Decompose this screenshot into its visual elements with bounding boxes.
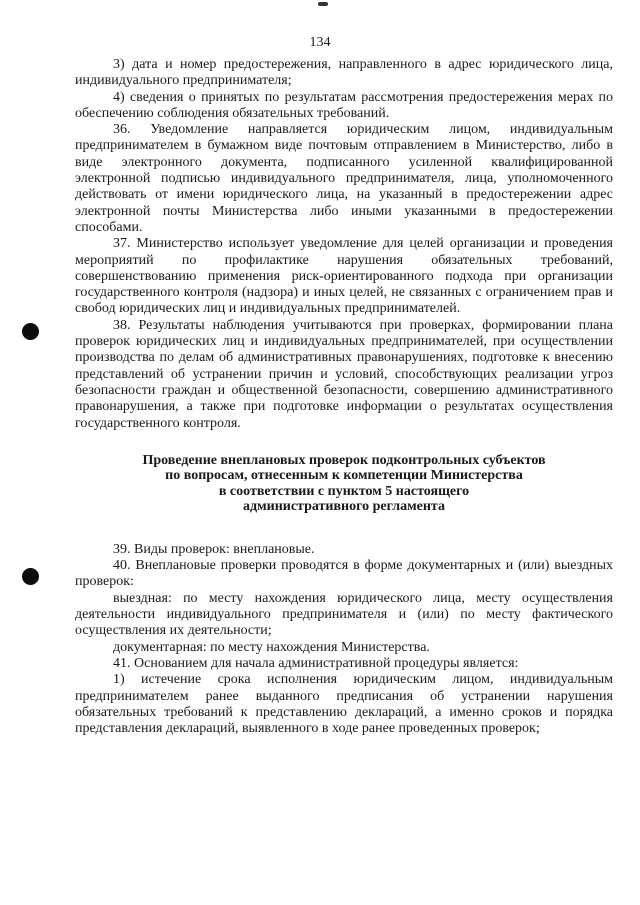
page-number: 134 (309, 35, 331, 50)
paragraph-41: 41. Основанием для начала административной процедуры является: (113, 655, 519, 671)
section-heading (75, 453, 613, 515)
paragraph-onsite-inspection: выездная: по месту нахождения юридического лица, месту осуществления деятельности индивидуального предпринимателя и (или) по месту фактического осуществления их деятельности; (75, 590, 613, 639)
paragraph-documentary-inspection: документарная: по месту нахождения Министерства. (113, 639, 430, 655)
scan-artifact-mark (318, 2, 328, 6)
punch-hole-mark (22, 568, 39, 585)
paragraph-38: 38. Результаты наблюдения учитываются при проверках, формировании плана проверок юридических лиц и индивидуальных предпринимателей, при осуществлении производства по делам об административных правонарушениях, подготовке к внесению представлений об устранении причин и условий, способствующих реализации угроз безопасности граждан и общественной безопасности, совершению административного правонарушения, а также при подготовке информации о результатах осуществления государственного контроля. (75, 317, 613, 431)
section-heading-line: Проведение внеплановых проверок подконтрольных субъектов (142, 452, 546, 468)
paragraph-36: 36. Уведомление направляется юридическим лицом, индивидуальным предпринимателем в бумажном виде почтовым отправлением в Министерство, либо в виде электронного документа, подписанного усиленной квалифицированной электронной подписью индивидуального предпринимателя, лица, уполномоченного действовать от имени юридического лица, на указанный в предостережении адрес электронной почты Министерства либо иными указанными в предостережении способами. (75, 122, 613, 235)
paragraph-41-item-1: 1) истечение срока исполнения юридическим лицом, индивидуальным предпринимателем ранее выданного предписания об устранении нарушения обязательных требований к представлению деклараций, а именно сроков и порядка представления деклараций, выявленного в ходе ранее проведенных проверок; (75, 672, 613, 737)
paragraph-39: 39. Виды проверок: внеплановые. (113, 541, 315, 557)
paragraph-item-4: 4) сведения о принятых по результатам рассмотрения предостережения мерах по обеспечению соблюдения обязательных требований. (75, 89, 613, 121)
paragraph-37: 37. Министерство использует уведомление для целей организации и проведения мероприятий по профилактике нарушения обязательных требований, совершенствованию применения риск-ориентированного подхода при организации государственного контроля (надзора) и иных целей, не связанных с ограничением прав и свобод юридических лиц и индивидуальных предпринимателей. (75, 236, 613, 317)
paragraph-item-3: 3) дата и номер предостережения, направленного в адрес юридического лица, индивидуального предпринимателя; (75, 57, 613, 89)
paragraph-40: 40. Внеплановые проверки проводятся в форме документарных и (или) выездных проверок: (75, 558, 613, 590)
section-heading-line: административного регламента (243, 499, 445, 515)
document-body (75, 57, 613, 737)
section-heading-line: по вопросам, отнесенным к компетенции Министерства (165, 468, 523, 484)
punch-hole-mark (22, 323, 39, 340)
section-heading-line: в соответствии с пунктом 5 настоящего (218, 483, 470, 499)
